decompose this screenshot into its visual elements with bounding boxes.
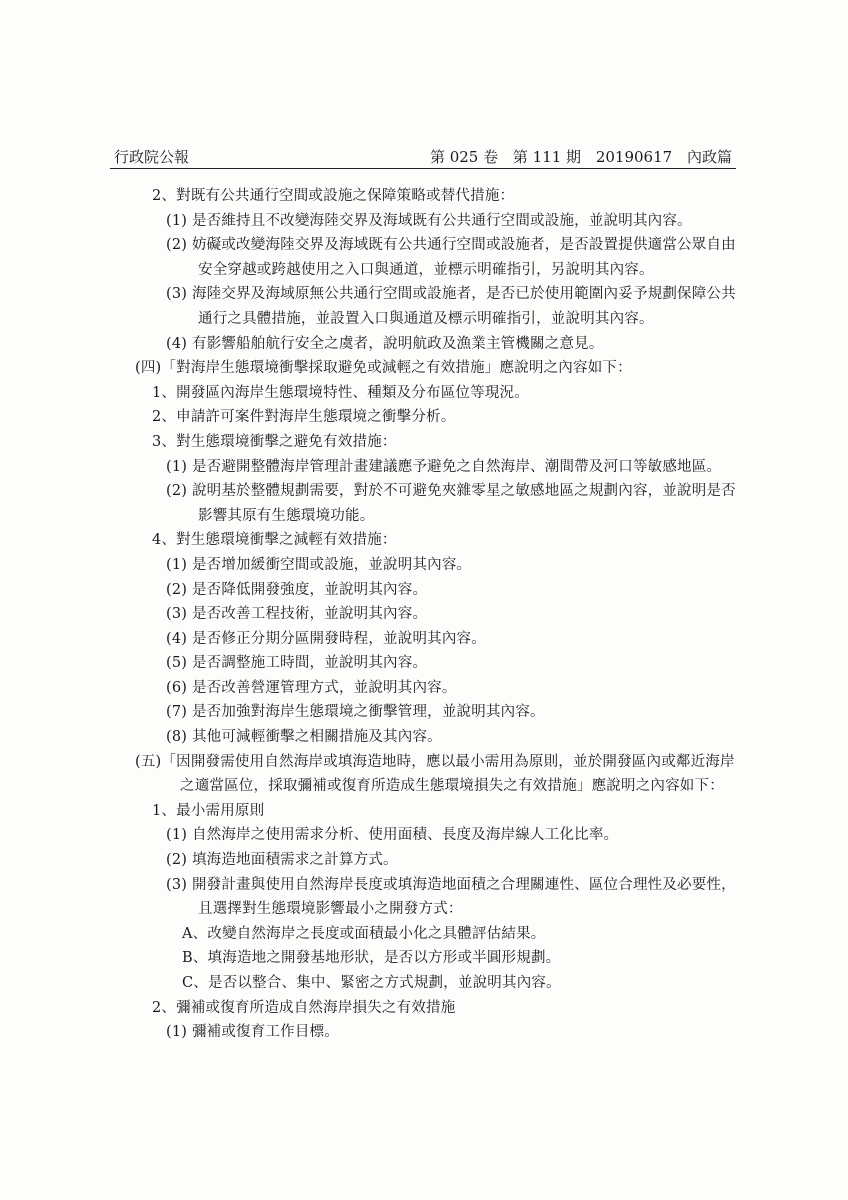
text-line: (6) 是否改善營運管理方式，並說明其內容。 [166, 679, 457, 696]
text-line: (2) 說明基於整體規劃需要，對於不可避免夾雜零星之敏感地區之規劃內容，並說明是否 [166, 483, 736, 500]
text-line: (2) 是否降低開發強度，並說明其內容。 [166, 581, 428, 598]
section-name: 內政篇 [686, 148, 732, 166]
text-line: (5) 是否調整施工時間，並說明其內容。 [166, 655, 428, 672]
text-line: (4) 是否修正分期分區開發時程，並說明其內容。 [166, 630, 486, 647]
text-line: 4、對生態環境衝擊之減輕有效措施： [152, 532, 397, 549]
page-header [110, 142, 736, 169]
text-line: 安全穿越或跨越使用之入口與通道，並標示明確指引，另說明其內容。 [198, 261, 654, 278]
text-line: (1) 彌補或復育工作目標。 [166, 1024, 339, 1041]
text-line: 之適當區位，採取彌補或復育所造成生態環境損失之有效措施」應說明之內容如下： [180, 778, 724, 795]
text-line: (1) 是否增加緩衝空間或設施，並說明其內容。 [166, 556, 472, 573]
text-line: 影響其原有生態環境功能。 [198, 507, 375, 524]
issue-number: 第 111 期 [512, 148, 582, 166]
text-line: C、是否以整合、集中、緊密之方式規劃，並說明其內容。 [182, 975, 561, 991]
document-body [110, 184, 750, 1045]
text-line: 1、最小需用原則 [152, 802, 265, 819]
text-line: (四)「對海岸生態環境衝擊採取避免或減輕之有效措施」應說明之內容如下： [135, 360, 632, 377]
text-line: (4) 有影響船舶航行安全之虞者，說明航政及漁業主管機關之意見。 [166, 335, 604, 352]
text-line: A、改變自然海岸之長度或面積最小化之具體評估結果。 [182, 925, 546, 942]
text-line: (3) 是否改善工程技術，並說明其內容。 [166, 606, 428, 623]
publication-title: 行政院公報 [114, 148, 190, 166]
volume-number: 第 025 卷 [429, 148, 499, 166]
text-line: 2、對既有公共通行空間或設施之保障策略或替代措施： [152, 188, 515, 204]
text-line: (2) 填海造地面積需求之計算方式。 [166, 852, 398, 869]
text-line: 且選擇對生態環境影響最小之開發方式： [198, 901, 463, 918]
text-line: (3) 海陸交界及海域原無公共通行空間或設施者，是否已於使用範圍內妥予規劃保障公共 [166, 286, 736, 303]
text-line: (3) 開發計畫與使用自然海岸長度或填海造地面積之合理關連性、區位合理性及必要性， [166, 876, 736, 893]
text-line: (2) 妨礙或改變海陸交界及海域既有公共通行空間或設施者，是否設置提供適當公眾自由 [166, 237, 736, 254]
text-line: 2、申請許可案件對海岸生態環境之衝擊分析。 [152, 409, 456, 426]
text-line: B、填海造地之開發基地形狀，是否以方形或半圓形規劃。 [182, 950, 561, 967]
text-line: (8) 其他可減輕衝擊之相關措施及其內容。 [166, 729, 442, 746]
text-line: (1) 是否維持且不改變海陸交界及海域既有公共通行空間或設施，並說明其內容。 [166, 212, 692, 229]
text-line: (五)「因開發需使用自然海岸或填海造地時，應以最小需用為原則，並於開發區內或鄰近海岸 [135, 753, 735, 770]
text-line: 2、彌補或復育所造成自然海岸損失之有效措施 [152, 999, 456, 1016]
text-line: (1) 自然海岸之使用需求分析、使用面積、長度及海岸線人工化比率。 [166, 827, 619, 844]
text-line: (1) 是否避開整體海岸管理計畫建議應予避免之自然海岸、潮間帶及河口等敏感地區。 [166, 458, 722, 475]
text-line: 通行之具體措施，並設置入口與通道及標示明確指引，並說明其內容。 [198, 310, 654, 327]
text-line: 3、對生態環境衝擊之避免有效措施： [152, 433, 397, 450]
header-meta [430, 146, 732, 167]
publication-date: 20190617 [595, 148, 673, 166]
text-line: (7) 是否加強對海岸生態環境之衝擊管理，並說明其內容。 [166, 704, 545, 721]
text-line: 1、開發區內海岸生態環境特性、種類及分布區位等現況。 [152, 384, 529, 401]
